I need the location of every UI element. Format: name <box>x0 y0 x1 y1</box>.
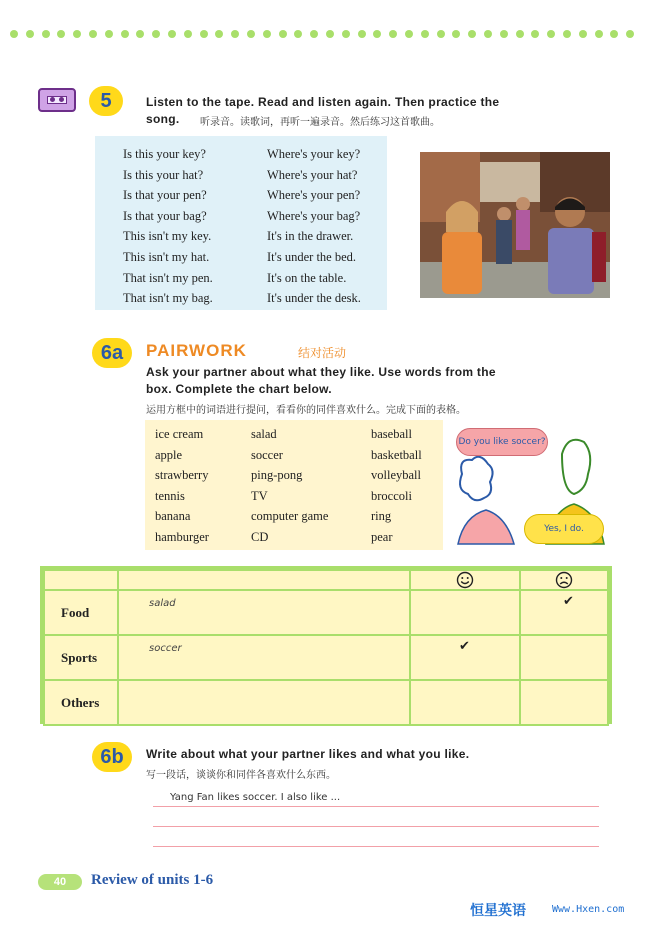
border-dot <box>342 30 350 38</box>
entry-cell[interactable] <box>118 680 410 725</box>
lyric-line: Is this your key? <box>123 147 206 161</box>
border-dot <box>279 30 287 38</box>
border-dot <box>595 30 603 38</box>
border-dot <box>516 30 524 38</box>
lyric-line: That isn't my pen. <box>123 270 213 285</box>
handwritten-entry: salad <box>149 598 176 609</box>
word-item: ice cream <box>155 427 204 441</box>
header-dislike-cell <box>520 570 608 590</box>
border-dot <box>437 30 445 38</box>
word-item: ring <box>371 509 392 523</box>
word-item: baseball <box>371 427 412 441</box>
border-dot <box>152 30 160 38</box>
border-dot <box>610 30 618 38</box>
border-dot <box>57 30 65 38</box>
word-item: CD <box>251 529 269 544</box>
border-dot <box>547 30 555 38</box>
lyric-line: That isn't my bag. <box>123 291 213 306</box>
frowning-face-icon <box>555 571 573 589</box>
border-dot <box>405 30 413 38</box>
word-item: hamburger <box>155 529 209 544</box>
word-item: banana <box>155 509 191 523</box>
writing-line[interactable] <box>153 846 599 847</box>
lyric-line: It's under the desk. <box>267 291 361 306</box>
dislike-cell[interactable] <box>520 680 608 725</box>
word-item: volleyball <box>371 468 421 482</box>
border-dot <box>500 30 508 38</box>
page-number: 40 <box>38 874 82 890</box>
border-dot <box>73 30 81 38</box>
lyric-line: Where's your pen? <box>267 188 361 203</box>
border-dot <box>421 30 429 38</box>
dislike-cell[interactable] <box>520 590 608 635</box>
like-cell[interactable] <box>410 590 520 635</box>
word-item: basketball <box>371 447 422 462</box>
word-box <box>145 420 443 550</box>
writing-line[interactable] <box>153 806 599 807</box>
instruction-chinese: 听录音。读歌词，再听一遍录音。然后练习这首歌曲。 <box>200 117 440 128</box>
cassette-icon <box>38 88 76 112</box>
lyric-line: Is this your hat? <box>123 167 204 182</box>
border-dot <box>358 30 366 38</box>
like-checkmark: ✔ <box>459 639 470 654</box>
row-label: Sports <box>44 635 118 680</box>
dislike-checkmark: ✔ <box>563 594 574 609</box>
exercise-number-badge: 6a <box>92 338 132 368</box>
lyric-line: This isn't my key. <box>123 229 212 244</box>
chart-row-sports <box>44 635 608 680</box>
word-item: soccer <box>251 447 283 462</box>
instruction-text-cont: box. Complete the chart below. <box>146 382 332 396</box>
instruction-text: Write about what your partner likes and what you like. <box>146 747 470 761</box>
exercise-number-badge: 5 <box>89 86 123 116</box>
border-dot <box>105 30 113 38</box>
border-dot <box>294 30 302 38</box>
likes-chart <box>40 566 612 724</box>
word-column <box>251 424 328 547</box>
watermark-url: Www.Hxen.com <box>552 904 625 915</box>
border-dot <box>626 30 634 38</box>
instruction-text: Ask your partner about what they like. Use words from the <box>146 365 496 379</box>
word-item: apple <box>155 447 183 462</box>
chart-row-others <box>44 680 608 725</box>
section-title: PAIRWORK <box>146 341 247 360</box>
border-dot <box>121 30 129 38</box>
border-dot <box>373 30 381 38</box>
writing-line[interactable] <box>153 826 599 827</box>
chart-row-food <box>44 590 608 635</box>
lyrics-answers-column <box>267 144 361 309</box>
students-photo <box>420 152 610 298</box>
exercise-number-badge: 6b <box>92 742 132 772</box>
header-like-cell <box>410 570 520 590</box>
lyric-line: Where's your bag? <box>267 208 361 223</box>
section-title-chinese: 结对活动 <box>298 346 347 360</box>
word-item: tennis <box>155 488 185 503</box>
page-footer-title: Review of units 1-6 <box>91 872 214 888</box>
lyrics-questions-column <box>123 144 213 309</box>
border-dot <box>231 30 239 38</box>
border-dot <box>389 30 397 38</box>
word-column <box>155 424 209 547</box>
lyric-line: Is that your pen? <box>123 188 207 203</box>
border-dot <box>42 30 50 38</box>
word-column <box>371 424 422 547</box>
top-dot-border <box>10 30 640 40</box>
instruction-chinese: 运用方框中的词语进行提问，看看你的同伴喜欢什么。完成下面的表格。 <box>146 405 466 416</box>
lyric-line: It's under the bed. <box>267 249 357 264</box>
border-dot <box>247 30 255 38</box>
speech-bubble-question: Do you like soccer? <box>456 428 548 456</box>
border-dot <box>310 30 318 38</box>
instruction-chinese: 写一段话，谈谈你和同伴各喜欢什么东西。 <box>146 770 336 781</box>
like-cell[interactable] <box>410 680 520 725</box>
lyric-line: This isn't my hat. <box>123 249 210 264</box>
row-label: Food <box>44 590 118 635</box>
border-dot <box>184 30 192 38</box>
lyric-line: Where's your hat? <box>267 167 358 182</box>
border-dot <box>484 30 492 38</box>
header-blank-cell <box>118 570 410 590</box>
lyric-line: Is that your bag? <box>123 208 207 223</box>
border-dot <box>89 30 97 38</box>
word-item: pear <box>371 529 393 544</box>
smiley-face-icon <box>456 571 474 589</box>
border-dot <box>468 30 476 38</box>
watermark-brand: 恒星英语 <box>470 903 526 919</box>
border-dot <box>136 30 144 38</box>
border-dot <box>215 30 223 38</box>
speech-bubble-answer: Yes, I do. <box>524 514 604 544</box>
row-label: Others <box>44 680 118 725</box>
word-item: ping-pong <box>251 468 303 482</box>
chart-header-row <box>44 570 608 590</box>
dislike-cell[interactable] <box>520 635 608 680</box>
border-dot <box>10 30 18 38</box>
entry-cell[interactable] <box>118 590 410 635</box>
instruction-text: Listen to the tape. Read and listen again. Then practice the <box>146 95 500 109</box>
song-lyrics-box <box>95 136 387 310</box>
lyric-line: Where's your key? <box>267 147 361 161</box>
border-dot <box>452 30 460 38</box>
word-item: computer game <box>251 509 329 523</box>
word-item: strawberry <box>155 468 209 482</box>
word-item: broccoli <box>371 488 412 503</box>
border-dot <box>531 30 539 38</box>
border-dot <box>168 30 176 38</box>
header-blank-cell <box>44 570 118 590</box>
border-dot <box>26 30 34 38</box>
lyric-line: It's in the drawer. <box>267 229 354 244</box>
word-item: salad <box>251 427 277 441</box>
word-item: TV <box>251 488 268 503</box>
instruction-text-cont: song. <box>146 112 180 126</box>
like-cell[interactable] <box>410 635 520 680</box>
border-dot <box>579 30 587 38</box>
sample-writing: Yang Fan likes soccer. I also like ... <box>170 792 341 803</box>
border-dot <box>326 30 334 38</box>
border-dot <box>263 30 271 38</box>
border-dot <box>563 30 571 38</box>
entry-cell[interactable] <box>118 635 410 680</box>
lyric-line: It's on the table. <box>267 270 347 285</box>
handwritten-entry: soccer <box>149 643 182 654</box>
border-dot <box>200 30 208 38</box>
